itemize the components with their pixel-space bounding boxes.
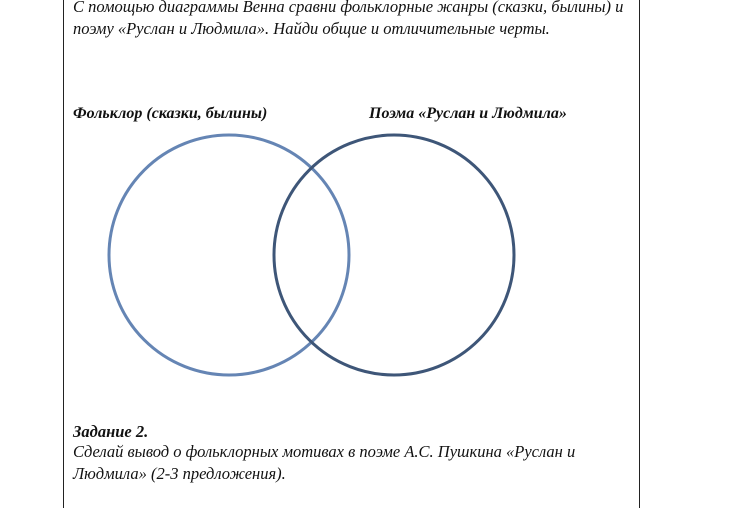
venn-right-circle	[274, 135, 514, 375]
venn-left-label: Фольклор (сказки, былины)	[73, 105, 268, 122]
task-instructions: С помощью диаграммы Венна сравни фольклорные жанры (сказки, былины) и поэму «Руслан и Людмила». Найди общие и отличительные черты.	[73, 0, 624, 38]
venn-right-label: Поэма «Руслан и Людмила»	[369, 105, 567, 122]
venn-left-circle	[109, 135, 349, 375]
task2-heading: Задание 2.	[73, 422, 149, 441]
task2-instructions: Сделай вывод о фольклорных мотивах в поэме А.С. Пушкина «Руслан и Людмила» (2-3 предложения).	[73, 442, 576, 483]
